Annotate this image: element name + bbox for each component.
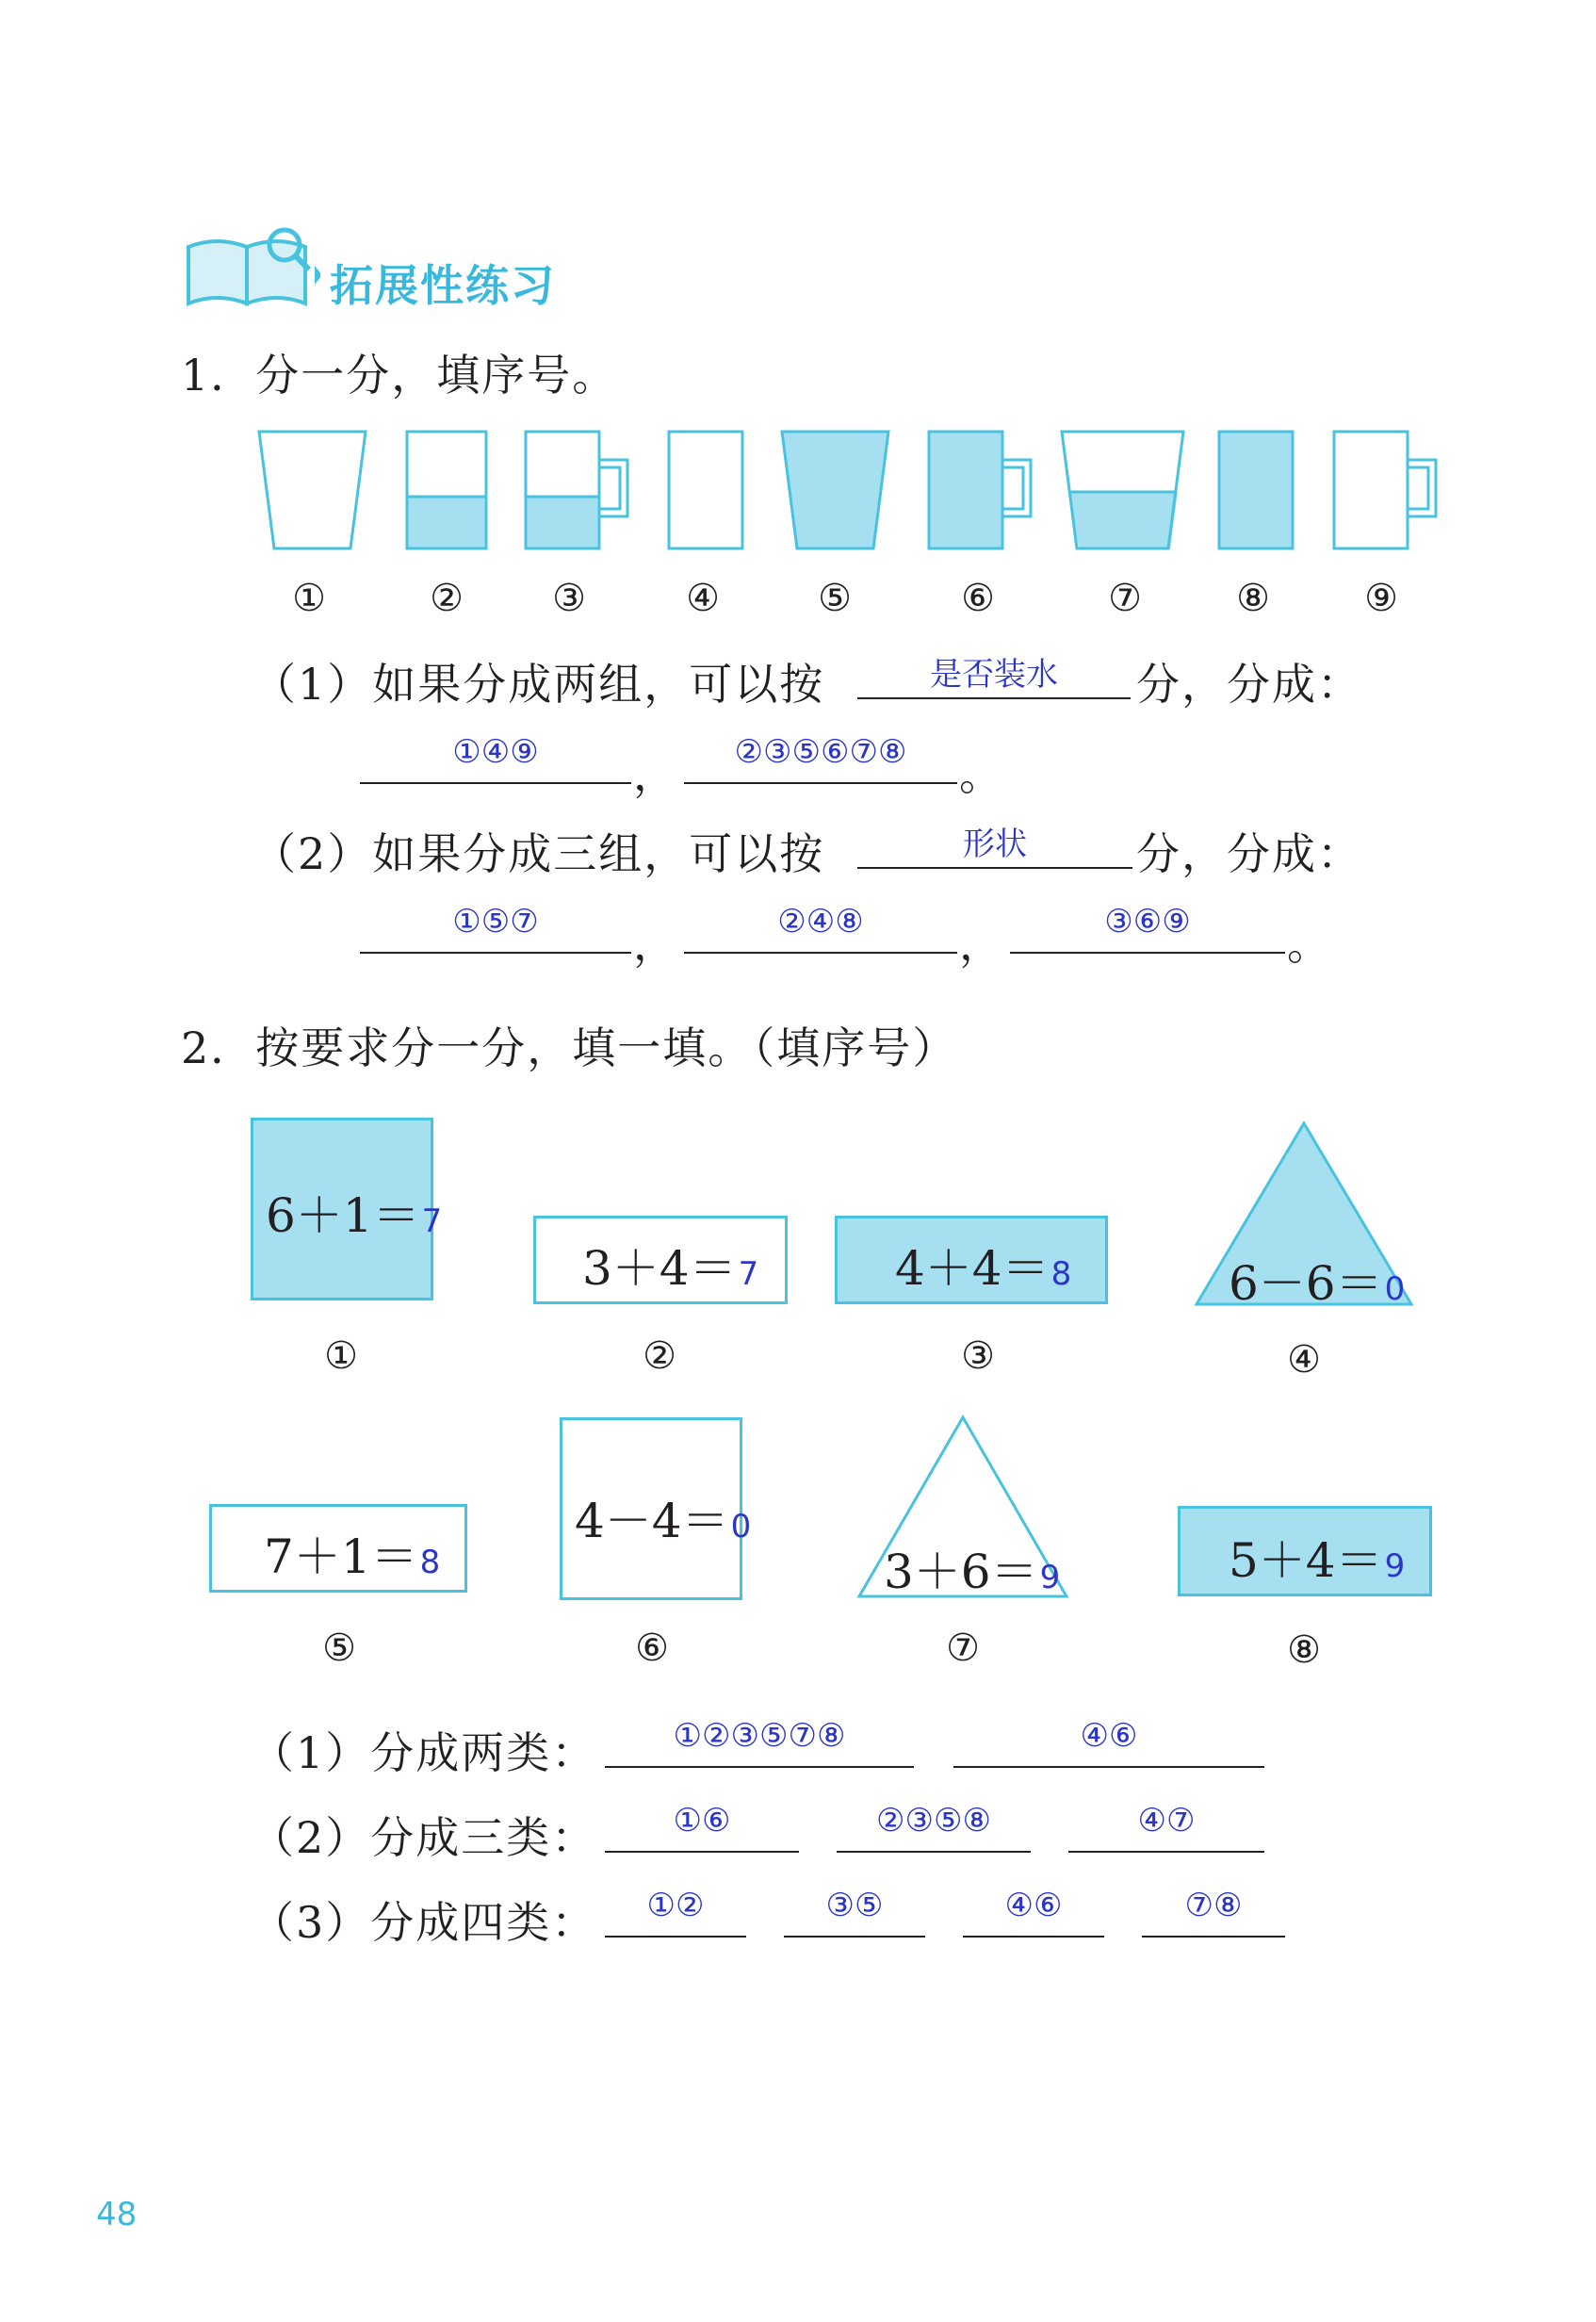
card-label: ④ [1287, 1338, 1321, 1382]
q2-part1-answer-1: ①②③⑤⑦⑧ [673, 1717, 846, 1755]
card-label: ⑧ [1287, 1628, 1321, 1672]
cup-8-icon [1219, 432, 1293, 548]
question-2-title: 2．按要求分一分，填一填。（填序号） [181, 1022, 958, 1073]
cup-6-icon [929, 432, 1031, 548]
card-3-answer: 8 [1050, 1255, 1072, 1293]
separator: ， [633, 919, 678, 970]
q2-part3-blank-1[interactable] [605, 1936, 746, 1938]
q1-sub1-group-2-answer: ②③⑤⑥⑦⑧ [734, 733, 907, 771]
card-7-expression: 3＋6＝9 [884, 1545, 1061, 1599]
card-1-answer: 7 [421, 1202, 443, 1240]
cups-figure [245, 424, 1596, 565]
q2-part3-blank-2[interactable] [784, 1936, 925, 1938]
cup-label: ③ [552, 577, 586, 620]
card-label: ① [324, 1334, 358, 1378]
q2-part1-label: （1）分成两类： [251, 1727, 597, 1778]
question-1-title: 1．分一分，填序号。 [181, 350, 618, 401]
q2-part1-answer-2: ④⑥ [1080, 1717, 1138, 1755]
cup-label: ① [292, 577, 326, 620]
section-header [179, 219, 575, 313]
q2-part2-blank-2[interactable] [837, 1851, 1031, 1853]
q2-part3-label: （3）分成四类： [251, 1897, 597, 1948]
q2-part3-answer-2: ③⑤ [825, 1887, 884, 1924]
card-label: ⑦ [946, 1627, 980, 1670]
card-6-expression: 4－4＝0 [575, 1494, 752, 1548]
card-4-expression: 6－6＝0 [1229, 1256, 1406, 1311]
card-1-expression: 6＋1＝7 [266, 1188, 443, 1243]
card-5-answer: 8 [419, 1544, 441, 1581]
cup-4-icon [669, 432, 742, 548]
card-8-expression: 5＋4＝9 [1229, 1533, 1406, 1588]
q1-sub2-group-2-answer: ②④⑧ [777, 903, 864, 940]
q1-sub2-prefix: （2）如果分成三组，可以按 [252, 828, 825, 879]
q2-part2-answer-2: ②③⑤⑧ [876, 1802, 991, 1840]
card-label: ③ [961, 1334, 995, 1378]
q2-part1-blank-2[interactable] [953, 1766, 1264, 1768]
q1-sub2-group-1-answer: ①⑤⑦ [452, 903, 539, 940]
q2-part3-answer-3: ④⑥ [1004, 1887, 1063, 1924]
cup-7-icon [1062, 432, 1183, 548]
period: 。 [959, 749, 1004, 800]
q1-sub1-prefix: （1）如果分成两组，可以按 [252, 659, 825, 710]
card-label: ② [643, 1334, 676, 1378]
q2-part3-answer-1: ①② [646, 1887, 705, 1924]
cup-label: ⑦ [1108, 577, 1142, 620]
cup-1-icon [259, 432, 366, 548]
cup-2-icon [407, 432, 486, 548]
q1-sub1-group-2-blank[interactable] [684, 782, 957, 784]
separator: ， [633, 749, 678, 800]
q2-part3-blank-4[interactable] [1142, 1936, 1285, 1938]
book-icon [179, 219, 320, 313]
card-2-answer: 7 [738, 1255, 759, 1293]
card-8-answer: 9 [1384, 1547, 1406, 1585]
q1-sub1-basis-blank[interactable] [857, 697, 1131, 699]
cup-label: ② [430, 577, 464, 620]
q1-sub2-group-3-blank[interactable] [1010, 952, 1285, 954]
card-4-answer: 0 [1384, 1270, 1406, 1308]
q1-sub1-suffix: 分，分成： [1136, 659, 1362, 710]
card-label: ⑤ [322, 1627, 356, 1670]
cup-5-icon [782, 432, 888, 548]
card-6-answer: 0 [730, 1508, 752, 1545]
q1-sub2-basis-blank[interactable] [857, 867, 1132, 869]
cup-3-icon [526, 432, 627, 548]
q2-part2-answer-1: ①⑥ [673, 1802, 731, 1840]
q2-part1-blank-1[interactable] [605, 1766, 914, 1768]
q2-part3-answer-4: ⑦⑧ [1184, 1887, 1243, 1924]
card-2-expression: 3＋4＝7 [582, 1241, 759, 1296]
period: 。 [1287, 919, 1332, 970]
q2-part2-blank-1[interactable] [605, 1851, 799, 1853]
q2-part2-answer-3: ④⑦ [1137, 1802, 1196, 1840]
q2-part3-blank-3[interactable] [963, 1936, 1104, 1938]
q1-sub1-group-1-blank[interactable] [360, 782, 631, 784]
cup-label: ⑤ [818, 577, 852, 620]
card-3-expression: 4＋4＝8 [895, 1241, 1072, 1296]
page-number: 48 [96, 2196, 138, 2233]
separator: ， [959, 919, 1004, 970]
card-label: ⑥ [635, 1627, 669, 1670]
cup-label: ⑥ [961, 577, 995, 620]
q2-part2-label: （2）分成三类： [251, 1812, 597, 1863]
cup-9-icon [1334, 432, 1436, 548]
q1-sub2-suffix: 分，分成： [1136, 828, 1362, 879]
q2-part2-blank-3[interactable] [1068, 1851, 1264, 1853]
q1-sub1-basis-answer: 是否装水 [930, 656, 1058, 694]
q1-sub1-group-1-answer: ①④⑨ [452, 733, 539, 771]
cup-label: ④ [686, 577, 720, 620]
cup-label: ⑨ [1364, 577, 1398, 620]
card-7-answer: 9 [1039, 1559, 1061, 1596]
q1-sub2-group-3-answer: ③⑥⑨ [1104, 903, 1191, 940]
q1-sub2-group-2-blank[interactable] [684, 952, 957, 954]
card-5-expression: 7＋1＝8 [264, 1529, 441, 1584]
cup-label: ⑧ [1236, 577, 1270, 620]
q1-sub2-basis-answer: 形状 [963, 826, 1027, 863]
q1-sub2-group-1-blank[interactable] [360, 952, 631, 954]
section-title: 拓展性练习 [330, 260, 556, 311]
